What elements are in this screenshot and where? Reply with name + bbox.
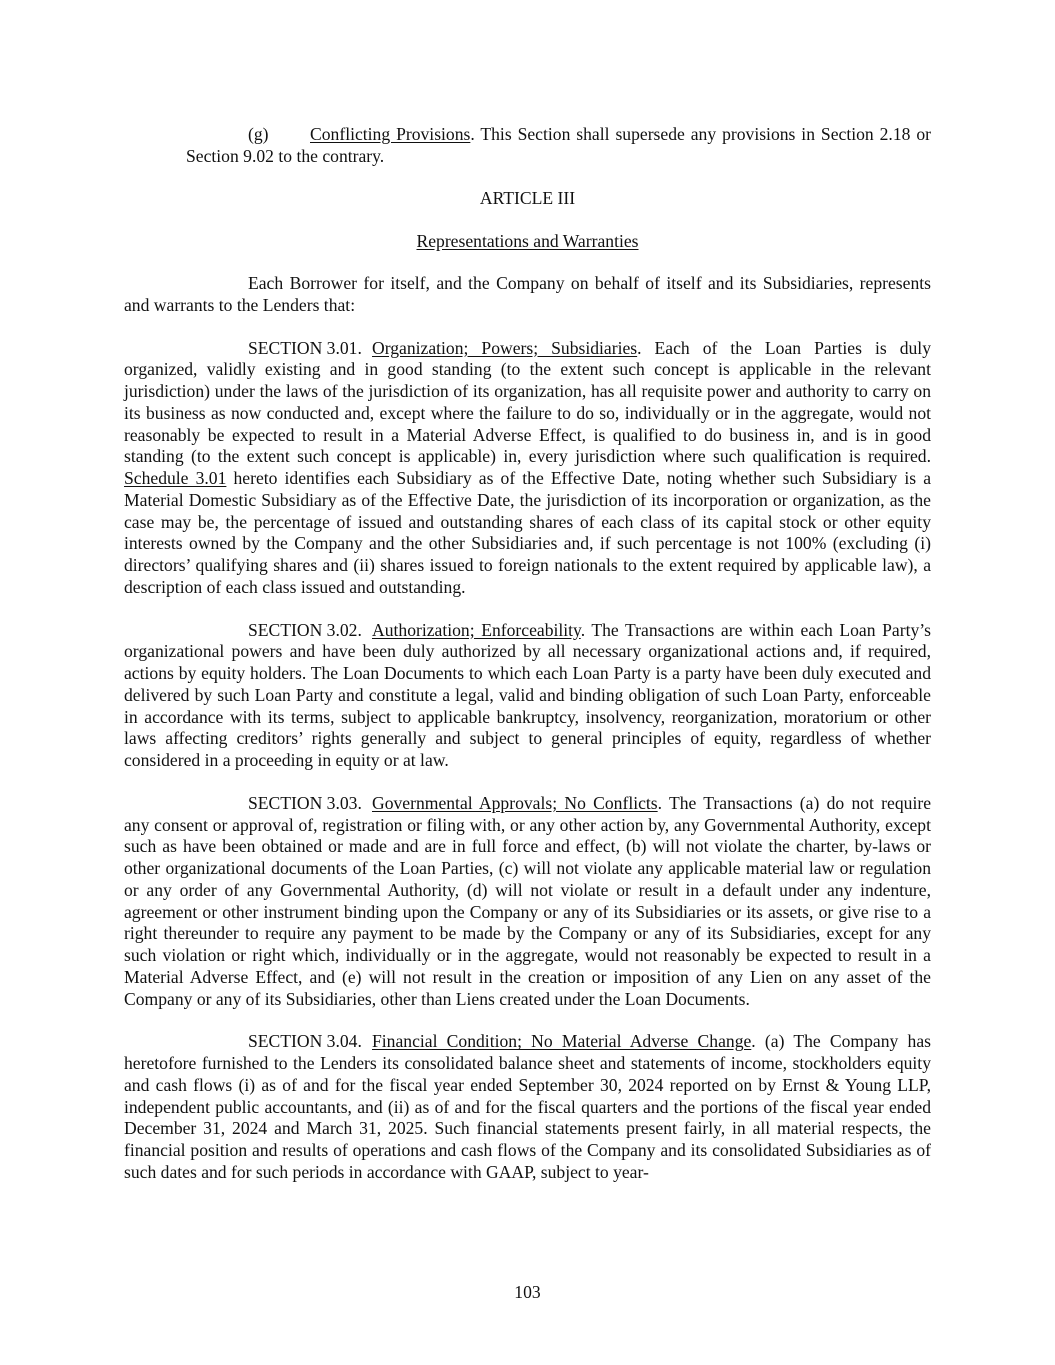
section-3-01 (124, 338, 931, 599)
paragraph-g-body: . This Section shall supersede any provisions in Section 2.18 or Section 9.02 to the contrary. (186, 124, 931, 166)
section-number: SECTION 3.04. (248, 1031, 362, 1052)
section-3-04 (124, 1031, 931, 1183)
section-body: . The Transactions are within each Loan Party’s organizational powers and have been duly authorized by all necessary organizational actions and, if required, actions by equity holders. The Loan Documents to which each Loan Party is a party have been duly executed and delivered by such Loan Party and constitute a legal, valid and binding obligation of such Loan Party, enforceable in accordance with its terms, subject to applicable bankruptcy, insolvency, reorganization, moratorium or other laws affecting creditors’ rights generally and subject to general principles of equity, regardless of whether considered in a proceeding in equity or at law. (124, 619, 931, 770)
section-body-continued: hereto identifies each Subsidiary as of the Effective Date, noting whether such Subsidiary is a Material Domestic Subsidiary as of the Effective Date, the jurisdiction of its incorporation or organization, as the case may be, the percentage of issued and outstanding shares of each class of its capital stock or other equity interests owned by the Company and the other Subsidiaries and, if such percentage is not 100% (excluding (i) directors’ qualifying shares and (ii) shares issued to foreign nationals to the extent required by applicable law), a description of each class issued and outstanding. (124, 468, 932, 597)
paragraph-g-heading: Conflicting Provisions (310, 124, 471, 144)
section-number: SECTION 3.02. (248, 619, 362, 640)
page-number: 103 (514, 1282, 541, 1302)
intro-paragraph: Each Borrower for itself, and the Company on behalf of itself and its Subsidiaries, represents and warrants to the Lenders that: (124, 273, 931, 315)
section-body: . The Transactions (a) do not require any consent or approval of, registration or filing with, or any other action by, any Governmental Authority, except such as have been obtained or made and are in full force and effect, (b) will not violate the charter, by-laws or other organizational documents of the Loan Parties, (c) will not violate any applicable material law or regulation or any order of any Governmental Authority, (d) will not violate or result in a default under any indenture, agreement or other instrument binding upon the Company or any of its Subsidiaries or its assets, or give rise to a right thereunder to require any payment to be made by the Company or any of its Subsidiaries, except for any such violation or right which, individually or in the aggregate, would not reasonably be expected to result in a Material Adverse Effect, and (e) will not result in the creation or imposition of any Lien on any asset of the Company or any of its Subsidiaries, other than Liens created under the Loan Documents. (124, 792, 931, 1009)
section-body: . (a) The Company has heretofore furnished to the Lenders its consolidated balance sheet and statements of income, stockholders equity and cash flows (i) as of and for the fiscal year ended September 30, 2024 reported on by Ernst & Young LLP, independent public accountants, and (ii) as of and for the fiscal quarters and the portions of the fiscal year ended December 31, 2024 and March 31, 2025. Such financial statements present fairly, in all material respects, the financial position and results of operations and cash flows of the Company and its consolidated Subsidiaries as of such dates and for such periods in accordance with GAAP, subject to year- (124, 1031, 931, 1182)
document-page (124, 124, 931, 1184)
section-body: . Each of the Loan Parties is duly organized, validly existing and in good standing (to the extent such concept is applicable in the relevant jurisdiction) under the laws of the jurisdiction of its organization, has all requisite power and authority to carry on its business as now conducted and, except where the failure to do so, individually or in the aggregate, would not reasonably be expected to result in a Material Adverse Effect, is qualified to do business in, and is in good standing (to the extent such concept is applicable) in, every jurisdiction where such qualification is required. (124, 337, 931, 467)
schedule-reference: Schedule 3.01 (124, 468, 227, 488)
section-3-02 (124, 620, 931, 772)
paragraph-g (124, 124, 931, 168)
article-title (124, 231, 931, 253)
section-heading: Governmental Approvals; No Conflicts (372, 792, 658, 813)
section-3-03 (124, 793, 931, 1011)
section-heading: Authorization; Enforceability (372, 619, 581, 640)
article-number: ARTICLE III (479, 187, 576, 208)
section-number: SECTION 3.03. (248, 792, 362, 813)
section-number: SECTION 3.01. (248, 337, 362, 358)
article-title-text: Representations and Warranties (416, 231, 639, 252)
section-heading: Financial Condition; No Material Adverse Change (372, 1031, 752, 1052)
section-heading: Organization; Powers; Subsidiaries (372, 337, 638, 358)
paragraph-g-label: (g) (248, 124, 269, 144)
